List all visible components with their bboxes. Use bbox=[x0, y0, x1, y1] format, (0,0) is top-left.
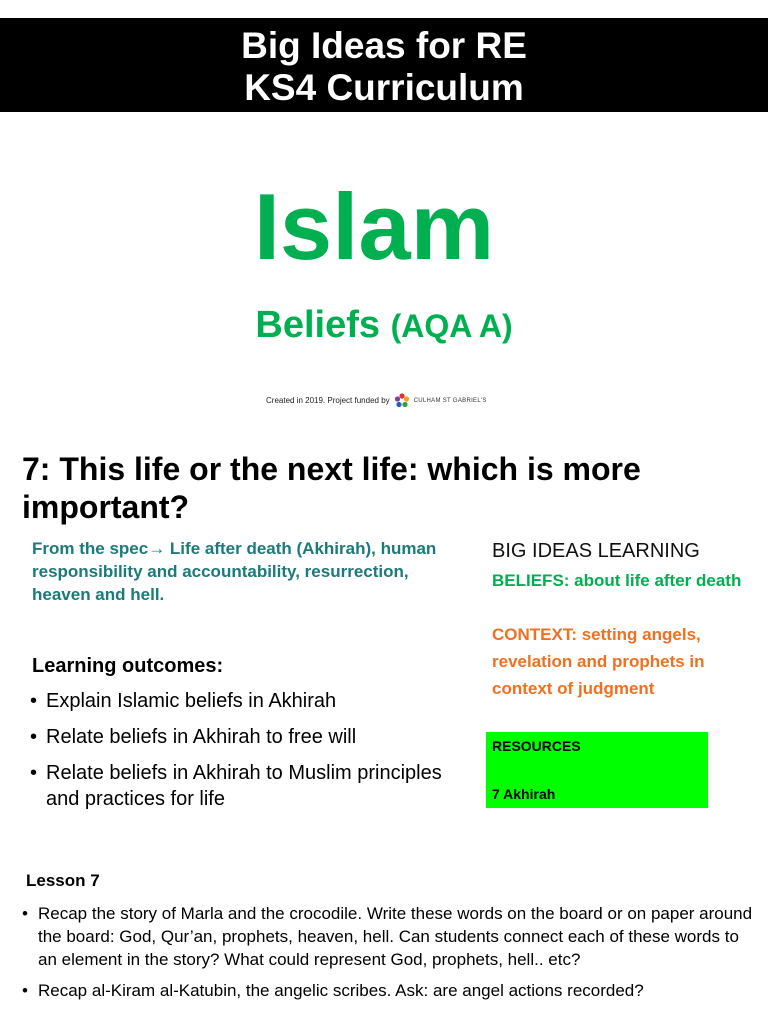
list-item: • Relate beliefs in Akhirah to free will bbox=[30, 724, 470, 750]
unit-name: Beliefs bbox=[255, 304, 380, 346]
big-ideas-heading: BIG IDEAS LEARNING bbox=[492, 540, 700, 562]
funder-name: CULHAM ST GABRIEL'S bbox=[413, 398, 487, 404]
lesson-title: 7: This life or the next life: which is more important? bbox=[22, 451, 641, 525]
banner-title: Big Ideas for RE bbox=[241, 25, 527, 66]
list-item: • Explain Islamic beliefs in Akhirah bbox=[30, 688, 470, 714]
spec-text: Life after death (Akhirah), human responsibility and accountability, resurrection, heaven and hell. bbox=[32, 539, 437, 604]
credit-text: Created in 2019. Project funded by bbox=[266, 396, 390, 405]
credit-line bbox=[266, 392, 487, 410]
outcomes-heading: Learning outcomes: bbox=[32, 655, 224, 677]
big-ideas-beliefs: BELIEFS: about life after death bbox=[492, 571, 742, 590]
lesson-label: Lesson 7 bbox=[26, 871, 100, 890]
list-item: • Recap al-Kiram al-Katubin, the angelic scribes. Ask: are angel actions recorded? bbox=[22, 979, 762, 1002]
unit-subtitle bbox=[0, 300, 768, 351]
page-title: Islam bbox=[253, 174, 495, 279]
header-banner bbox=[0, 18, 768, 112]
list-item: • Relate beliefs in Akhirah to Muslim principles and practices for life bbox=[30, 760, 470, 812]
resource-item: 7 Akhirah bbox=[492, 786, 556, 802]
resources-box bbox=[486, 732, 708, 808]
flower-logo-icon bbox=[393, 392, 411, 410]
lesson-notes bbox=[22, 902, 762, 1010]
list-item: • Recap the story of Marla and the crocodile. Write these words on the board or on paper around the board: God, Qur’an, prophets, heaven, hell. Can students connect each of these words to an element in the story? What could represent God, prophets, hell.. etc? bbox=[22, 902, 762, 971]
spec-prefix: From the spec bbox=[32, 539, 149, 558]
outcomes-list bbox=[30, 688, 470, 822]
exam-board: (AQA A) bbox=[390, 308, 513, 344]
arrow-icon: → bbox=[148, 539, 166, 558]
big-ideas-context: CONTEXT: setting angels, revelation and prophets in context of judgment bbox=[492, 625, 705, 698]
banner-subtitle: KS4 Curriculum bbox=[244, 67, 524, 108]
spec-summary bbox=[32, 537, 452, 606]
resources-heading: RESOURCES bbox=[492, 738, 581, 754]
